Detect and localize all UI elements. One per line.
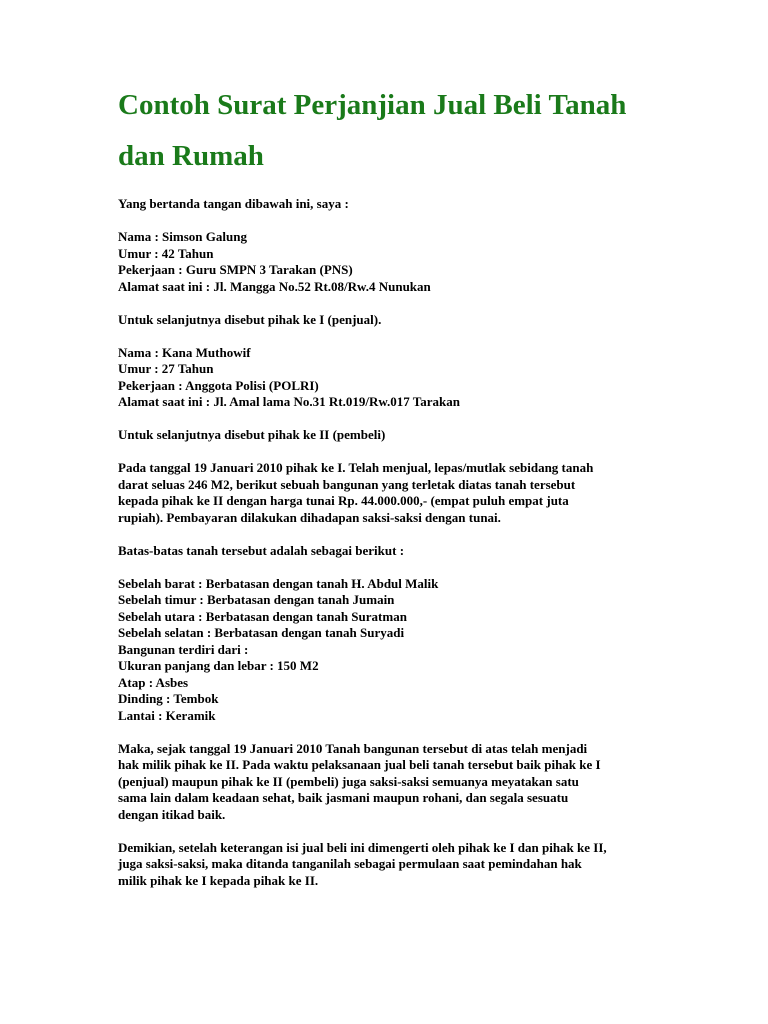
seller-role-paragraph bbox=[118, 312, 738, 329]
seller-name: Nama : Simson Galung bbox=[118, 229, 247, 244]
buyer-occupation: Pekerjaan : Anggota Polisi (POLRI) bbox=[118, 377, 319, 393]
document-title bbox=[118, 80, 738, 182]
buyer-address: Alamat saat ini : Jl. Amal lama No.31 Rt.019/Rw.017 Tarakan bbox=[118, 394, 460, 409]
ownership-line: Maka, sejak tanggal 19 Januari 2010 Tanah bangunan tersebut di atas telah menjadi bbox=[118, 740, 588, 756]
ownership-line: sama lain dalam keadaan sehat, baik jasmani maupun rohani, dan segala sesuatu bbox=[118, 790, 569, 805]
sale-line: darat seluas 246 M2, berikut sebuah bangunan yang terletak diatas tanah tersebut bbox=[118, 476, 576, 492]
boundaries-intro: Batas-batas tanah tersebut adalah sebagai berikut : bbox=[118, 542, 405, 558]
closing-line: Demikian, setelah keterangan isi jual beli ini dimengerti oleh pihak ke I dan pihak ke II, bbox=[118, 839, 607, 855]
boundaries-intro-paragraph bbox=[118, 543, 738, 560]
closing-line: juga saksi-saksi, maka ditanda tanganilah sebagai permulaan saat pemindahan hak bbox=[118, 856, 582, 871]
intro-line: Yang bertanda tangan dibawah ini, saya : bbox=[118, 196, 349, 211]
detail-line-north: Sebelah utara : Berbatasan dengan tanah Suratman bbox=[118, 608, 407, 624]
intro-paragraph bbox=[118, 196, 738, 213]
sale-line: kepada pihak ke II dengan harga tunai Rp. 44.000.000,- (empat puluh empat juta bbox=[118, 493, 569, 508]
buyer-name: Nama : Kana Muthowif bbox=[118, 344, 251, 360]
detail-line-size: Ukuran panjang dan lebar : 150 M2 bbox=[118, 658, 319, 673]
detail-line-west: Sebelah barat : Berbatasan dengan tanah H. Abdul Malik bbox=[118, 575, 439, 591]
detail-line-floor: Lantai : Keramik bbox=[118, 707, 216, 723]
closing-paragraph bbox=[118, 840, 738, 890]
buyer-role: Untuk selanjutnya disebut pihak ke II (pembeli) bbox=[118, 427, 386, 442]
detail-line-roof: Atap : Asbes bbox=[118, 674, 189, 690]
detail-line-wall: Dinding : Tembok bbox=[118, 691, 219, 706]
seller-role: Untuk selanjutnya disebut pihak ke I (penjual). bbox=[118, 311, 382, 327]
ownership-line: (penjual) maupun pihak ke II (pembeli) juga saksi-saksi semuanya meyatakan satu bbox=[118, 773, 579, 789]
buyer-age: Umur : 27 Tahun bbox=[118, 361, 214, 376]
ownership-line: dengan itikad baik. bbox=[118, 806, 226, 822]
document-body bbox=[118, 196, 738, 906]
detail-line-building: Bangunan terdiri dari : bbox=[118, 641, 249, 657]
ownership-paragraph bbox=[118, 741, 738, 824]
title-line-1: Contoh Surat Perjanjian Jual Beli Tanah bbox=[118, 89, 627, 121]
buyer-role-paragraph bbox=[118, 427, 738, 444]
details-list bbox=[118, 576, 738, 725]
sale-line: rupiah). Pembayaran dilakukan dihadapan saksi-saksi dengan tunai. bbox=[118, 509, 501, 525]
seller-occupation: Pekerjaan : Guru SMPN 3 Tarakan (PNS) bbox=[118, 262, 353, 277]
detail-line-east: Sebelah timur : Berbatasan dengan tanah Jumain bbox=[118, 592, 395, 607]
seller-address: Alamat saat ini : Jl. Mangga No.52 Rt.08/Rw.4 Nunukan bbox=[118, 278, 431, 294]
seller-identity bbox=[118, 229, 738, 295]
closing-line: milik pihak ke I kepada pihak ke II. bbox=[118, 872, 319, 888]
sale-paragraph bbox=[118, 460, 738, 526]
detail-line-south: Sebelah selatan : Berbatasan dengan tanah Suryadi bbox=[118, 625, 405, 640]
buyer-identity bbox=[118, 345, 738, 411]
sale-line: Pada tanggal 19 Januari 2010 pihak ke I. Telah menjual, lepas/mutlak sebidang tanah bbox=[118, 460, 594, 475]
ownership-line: hak milik pihak ke II. Pada waktu pelaksanaan jual beli tanah tersebut baik pihak ke I bbox=[118, 757, 601, 772]
title-line-2: dan Rumah bbox=[118, 140, 264, 172]
seller-age: Umur : 42 Tahun bbox=[118, 245, 214, 261]
